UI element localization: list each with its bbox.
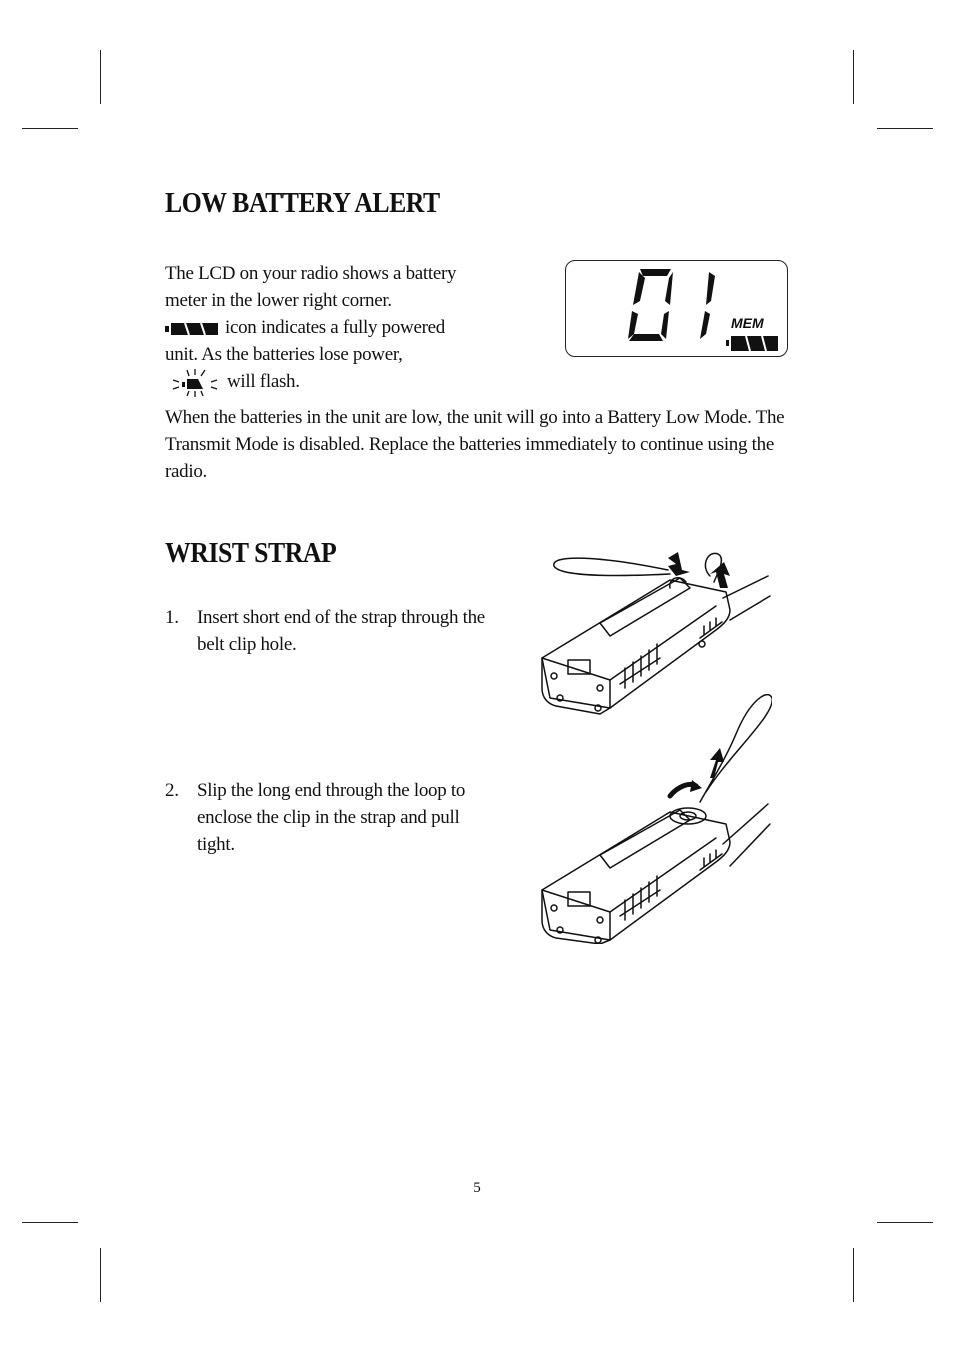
crop-mark: [853, 50, 854, 104]
radio-strap-step1-illustration: [540, 548, 772, 718]
step-text: Insert short end of the strap through the belt clip hole.: [197, 607, 485, 655]
radio-strap-step2-illustration: [540, 694, 772, 944]
battery-intro-line: unit. As the batteries lose power,: [165, 344, 403, 365]
low-battery-alert-heading: LOW BATTERY ALERT: [165, 188, 440, 219]
battery-intro-line: meter in the lower right corner.: [165, 290, 392, 311]
crop-mark: [100, 50, 101, 104]
battery-low-mode-paragraph: When the batteries in the unit are low, the unit will go into a Battery Low Mode. The Transmit Mode is disabled. Replace the batteries immediately to continue using the radio.: [165, 407, 785, 482]
page-number: 5: [473, 1180, 481, 1196]
step-2: [165, 777, 495, 867]
battery-flash-text: will flash.: [227, 371, 300, 392]
lcd-mem-label: MEM: [731, 315, 764, 331]
battery-intro-line: [165, 368, 505, 397]
battery-intro-text: icon indicates a fully powered: [225, 317, 445, 338]
battery-intro: [165, 260, 505, 397]
step-1: [165, 604, 495, 664]
lcd-digits-icon: [566, 261, 786, 355]
battery-intro-line: The LCD on your radio shows a battery: [165, 263, 457, 284]
wrist-strap-heading: WRIST STRAP: [165, 538, 337, 569]
full-battery-icon: [165, 323, 219, 335]
crop-mark: [877, 1222, 933, 1223]
crop-mark: [877, 128, 933, 129]
step-text: Slip the long end through the loop to enclose the clip in the strap and pull tight.: [197, 780, 466, 855]
battery-intro-line: [165, 314, 505, 341]
crop-mark: [22, 1222, 78, 1223]
step-number: 1.: [165, 607, 179, 628]
crop-mark: [853, 1248, 854, 1302]
lcd-display: [565, 260, 788, 357]
crop-mark: [22, 128, 78, 129]
step-number: 2.: [165, 780, 179, 801]
crop-mark: [100, 1248, 101, 1302]
flashing-battery-icon: [169, 369, 221, 397]
